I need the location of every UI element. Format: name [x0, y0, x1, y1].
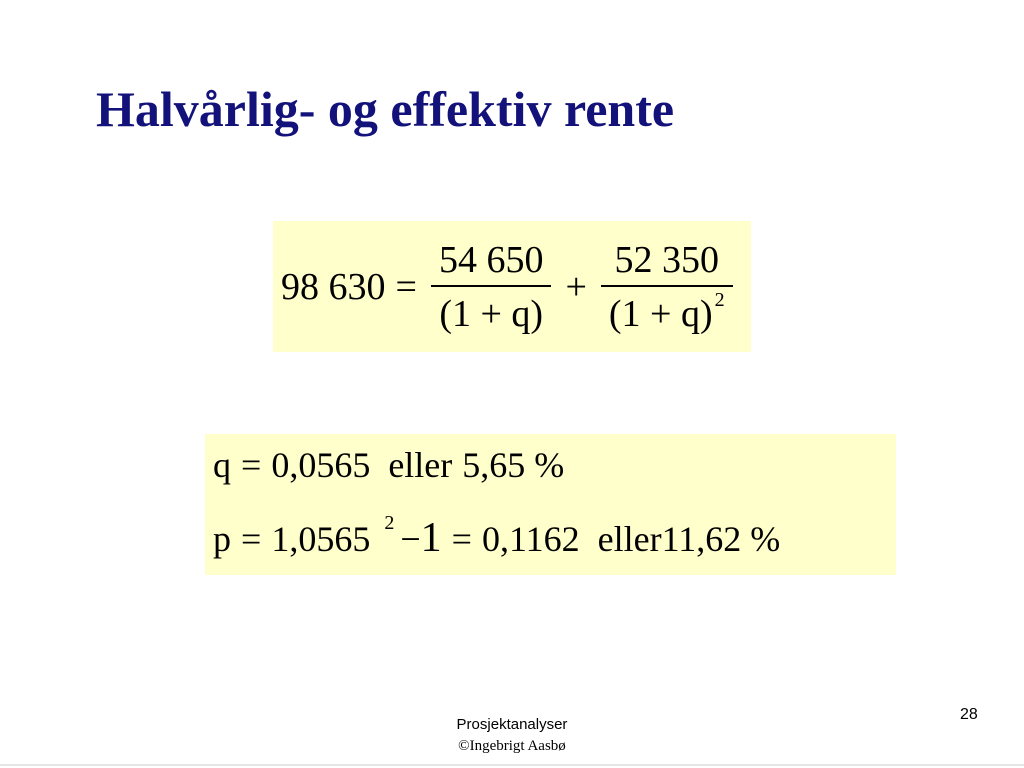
- minus-sign: −: [400, 519, 421, 559]
- fraction-1-denominator: (1 + q): [439, 292, 544, 335]
- rate-line-q: [213, 444, 564, 486]
- fraction-1-numerator: 54 650: [438, 238, 544, 281]
- eller-word: eller: [388, 445, 453, 485]
- fraction-2: [601, 238, 733, 335]
- page-number: 28: [960, 706, 978, 723]
- var-p: p: [213, 519, 231, 559]
- equals-sign-2: =: [451, 519, 472, 559]
- fraction-2-numerator: 52 350: [614, 238, 719, 281]
- p-base: 1,0565: [271, 519, 371, 559]
- fraction-1: [431, 238, 552, 335]
- formula-box-npv: [273, 221, 751, 352]
- rate-line-p: [213, 514, 780, 562]
- fraction-2-denominator-wrap: [601, 287, 733, 333]
- p-exponent: 2: [384, 512, 395, 534]
- equation-lhs: 98 630: [281, 265, 386, 308]
- q-percent: 5,65 %: [462, 445, 565, 485]
- plus-sign: +: [565, 265, 587, 308]
- slide-title: Halvårlig- og effektiv rente: [96, 81, 675, 137]
- p-value: 0,1162: [481, 519, 580, 559]
- fraction-2-exponent: 2: [714, 288, 725, 311]
- equals-sign: =: [241, 445, 262, 485]
- footer-course: Prosjektanalyser: [456, 716, 568, 733]
- equals-sign: =: [241, 519, 262, 559]
- q-value: 0,0565: [271, 445, 371, 485]
- formula-box-rates: [205, 434, 896, 575]
- one: 1: [420, 515, 442, 561]
- var-q: q: [213, 445, 231, 485]
- npv-equation: [281, 221, 737, 352]
- p-percent: 11,62 %: [661, 519, 781, 559]
- equals-sign: =: [395, 265, 417, 308]
- eller-word: eller: [597, 519, 662, 559]
- fraction-2-denominator: (1 + q): [608, 292, 713, 335]
- footer-author: ©Ingebrigt Aasbø: [458, 738, 566, 754]
- bottom-divider: [0, 764, 1024, 766]
